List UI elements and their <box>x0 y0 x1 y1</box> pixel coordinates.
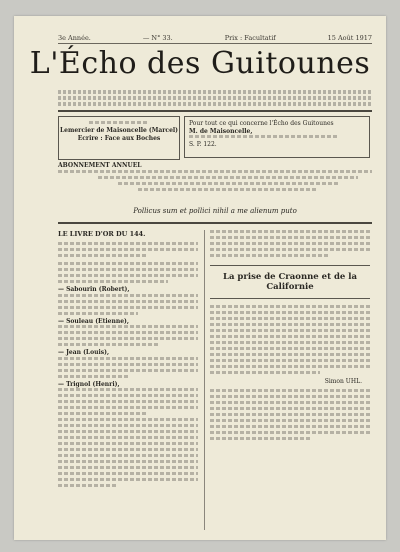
subscription-label: ABONNEMENT ANNUEL <box>58 162 142 169</box>
masthead-title: L'Écho des Guitounes <box>29 46 371 81</box>
issue-number: — N° 33. <box>142 34 173 42</box>
info-box <box>184 116 370 158</box>
issue-date: 15 Août 1917 <box>327 34 372 42</box>
price: Prix : Facultatif <box>224 34 276 42</box>
entry-4: — Trignol (Henri), <box>58 380 120 388</box>
info-line-1: Pour tout ce qui concerne l'Écho des Guitounes <box>189 120 334 127</box>
masthead-rule <box>58 110 372 112</box>
address-line-2: Ecrire : Face aux Boches <box>77 134 161 142</box>
info-line-2: M. de Maisoncelle, <box>189 127 253 135</box>
header-strip <box>58 34 372 42</box>
entry-1: — Sabourin (Robert), <box>58 286 130 293</box>
right-column <box>210 230 370 443</box>
column-divider <box>204 230 205 530</box>
header-rule <box>58 43 372 44</box>
livre-dor-heading: LE LIVRE D'OR DU 144. <box>58 230 146 238</box>
entry-2: — Souleau (Etienne), <box>58 317 129 325</box>
section-title: La prise de Craonne et de la Californie <box>210 265 370 299</box>
newspaper-page <box>14 16 386 540</box>
subscription-block <box>58 162 372 194</box>
entry-3: — Jean (Louis), <box>58 349 110 356</box>
subtitle-line-2 <box>58 96 372 100</box>
edition: 3e Année. <box>58 34 91 42</box>
signature: Simon UHL. <box>324 378 362 385</box>
info-line-3: S. P. 122. <box>189 141 217 148</box>
address-line-1: Lemercier de Maisoncelle (Marcel) <box>59 127 179 134</box>
motto: Pollicus sum et pollici nihil a me alienum puto <box>133 207 297 215</box>
address-box <box>58 116 180 160</box>
motto-rule <box>58 222 372 224</box>
subtitle-line-1 <box>58 90 372 94</box>
left-column <box>58 230 198 490</box>
subtitle-line-3 <box>58 102 372 106</box>
